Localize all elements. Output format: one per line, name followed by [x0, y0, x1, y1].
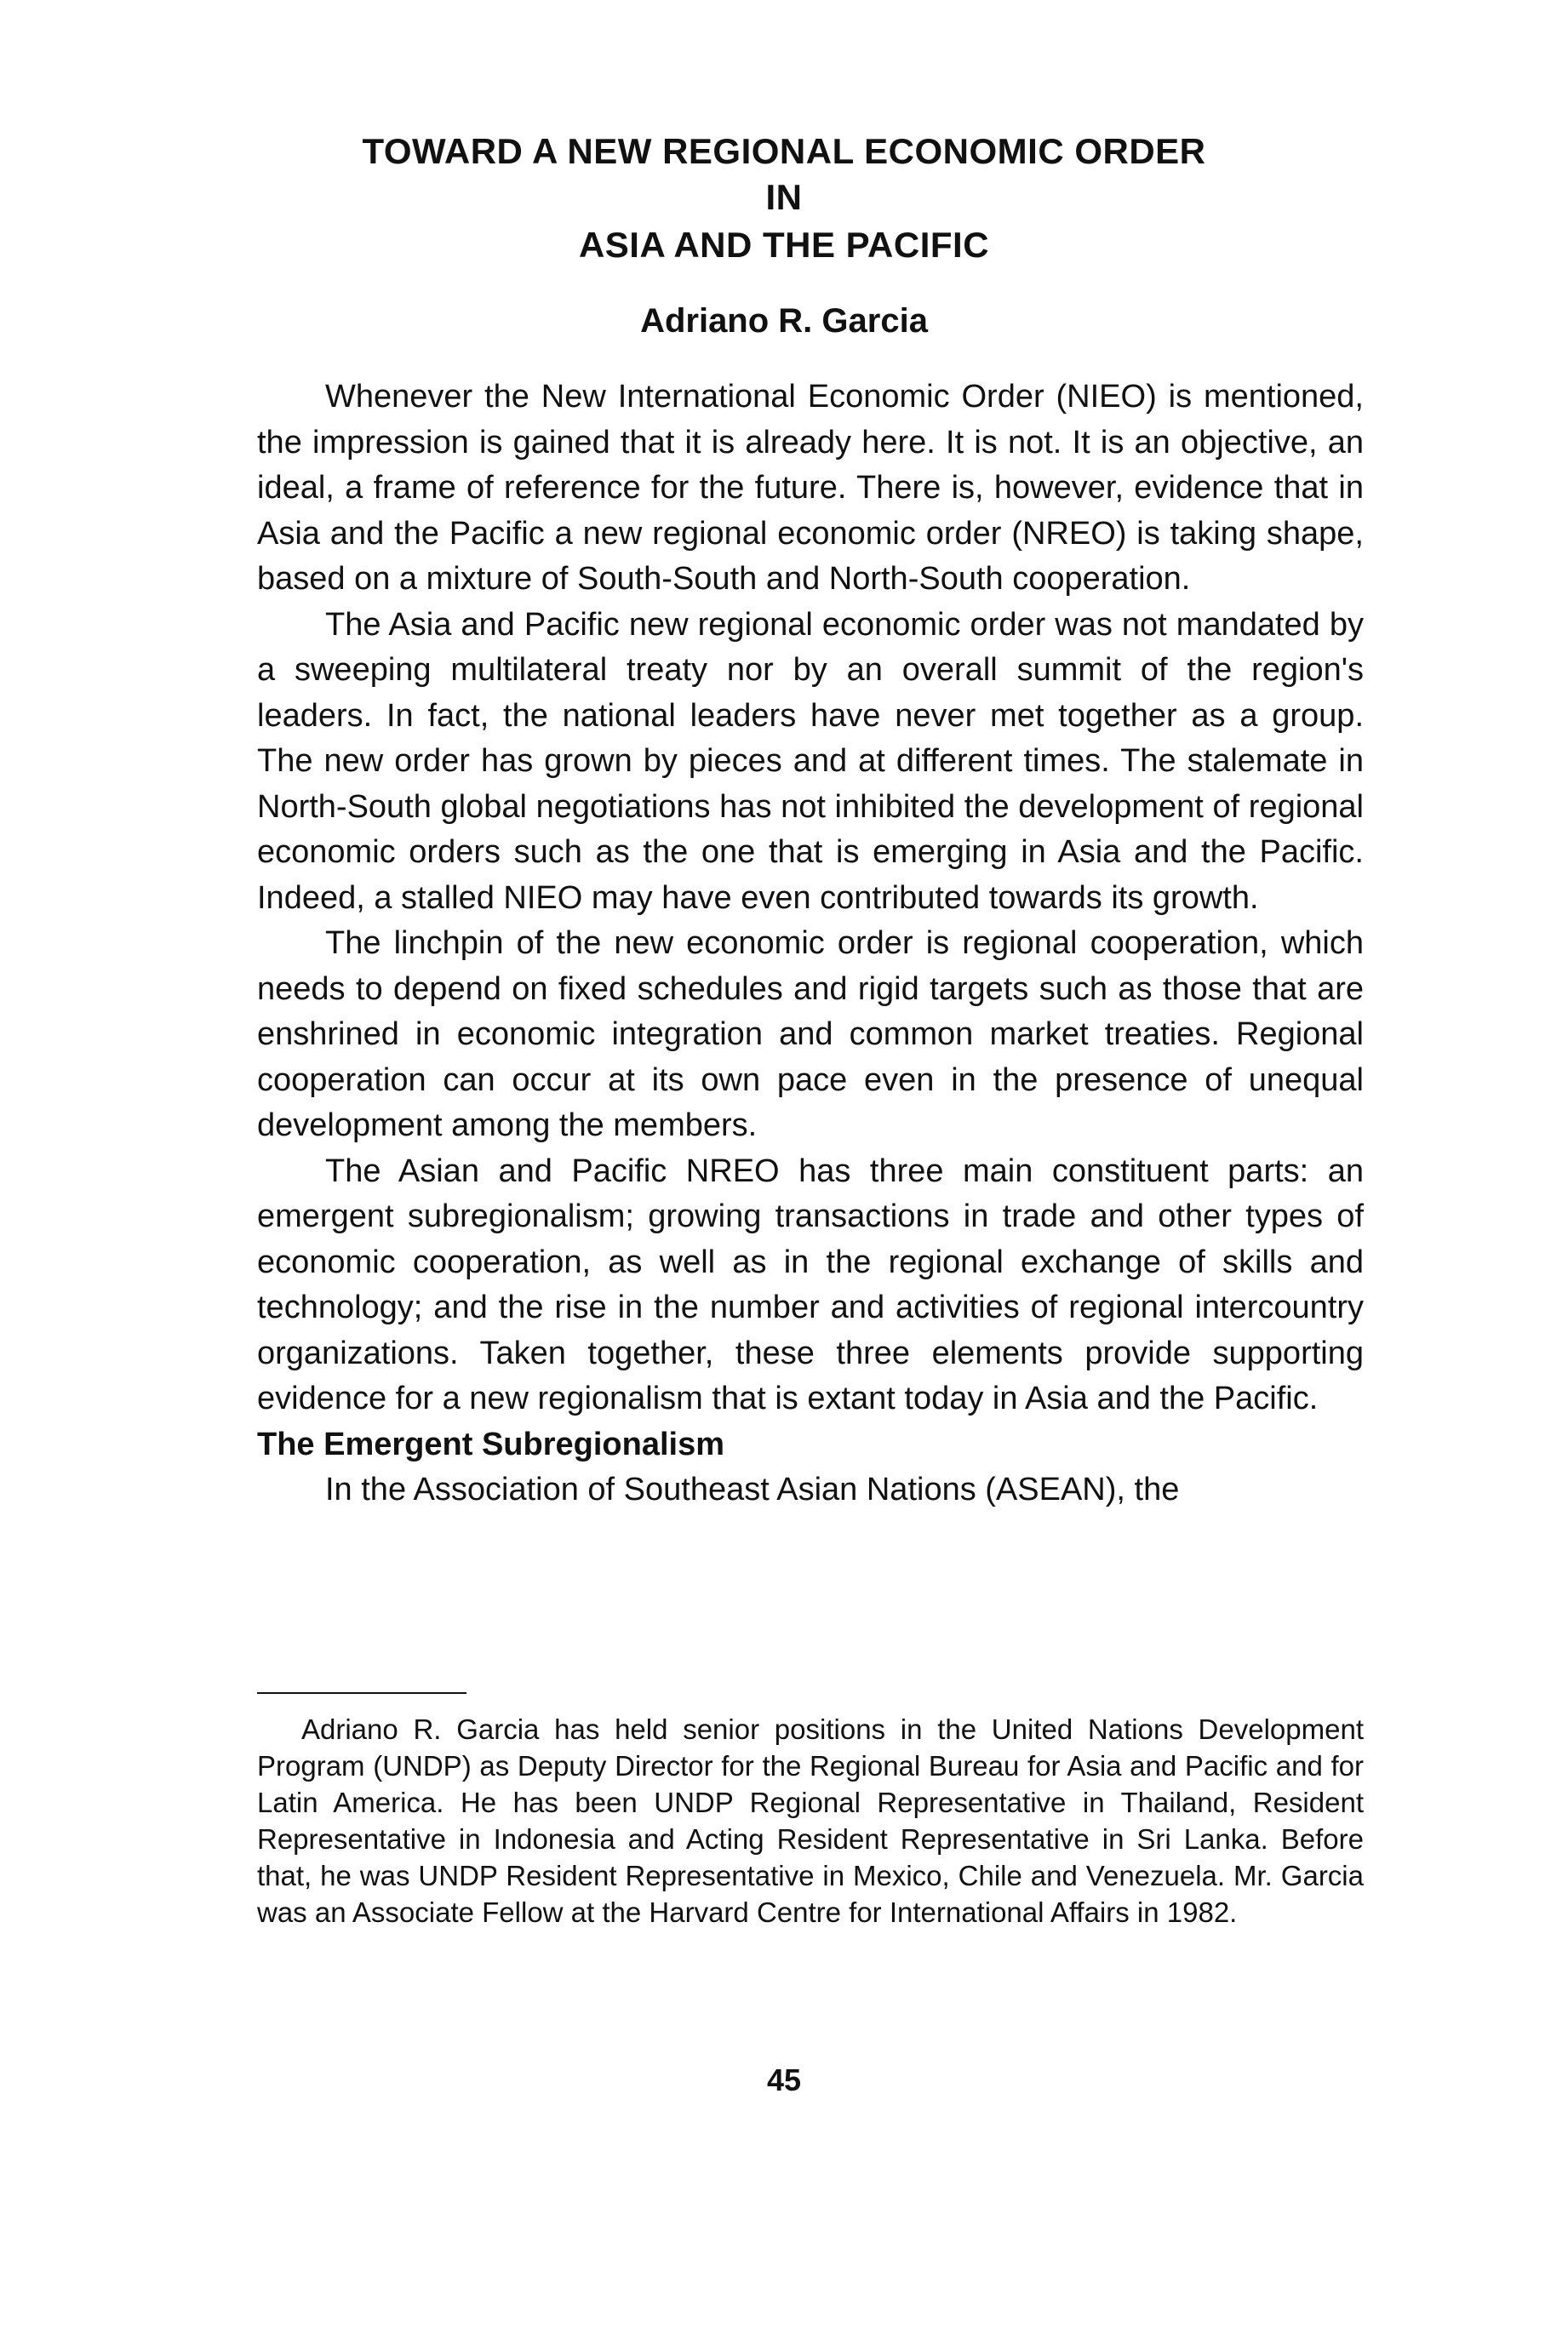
paragraph-3: The linchpin of the new economic order is regional cooperation, which needs to depend on fixed schedules and rigid targets such as those that are enshrined in economic integration and common market treaties. Regional cooperation can occur at its own pace even in the presence of unequal development among the members. — [257, 925, 1364, 1143]
section-first-line: In the Association of Southeast Asian Nations (ASEAN), the — [325, 1472, 1180, 1507]
article-author: Adriano R. Garcia — [640, 302, 928, 340]
article-title-line-3: ASIA AND THE PACIFIC — [578, 225, 990, 265]
page-number: 45 — [766, 2062, 802, 2097]
paragraph-1: Whenever the New International Economic Order (NIEO) is mentioned, the impression is gained that it is already here. It is not. It is an objective, an ideal, a frame of reference for the future. There is, however, evidence that in Asia and the Pacific a new regional economic order (NREO) is taking shape, based on a mixture of South-South and North-South cooperation. — [257, 379, 1364, 597]
article-title-line-1: TOWARD A NEW REGIONAL ECONOMIC ORDER — [362, 131, 1206, 171]
paragraph-2: The Asia and Pacific new regional economic order was not mandated by a sweeping multilateral treaty nor by an overall summit of the region's leaders. In fact, the national leaders have never met together as a group. The new order has grown by pieces and at different times. The stalemate in North-South global negotiations has not inhibited the development of regional economic orders such as the one that is emerging in Asia and the Pacific. Indeed, a stalled NIEO may have even contributed towards its growth. — [257, 606, 1364, 916]
footnote-divider — [257, 1692, 466, 1694]
section-heading: The Emergent Subregionalism — [257, 1426, 724, 1462]
article-body — [257, 375, 1364, 1513]
author-footnote: Adriano R. Garcia has held senior positions in the United Nations Development Program (UNDP) as Deputy Director for the Regional Bureau for Asia and Pacific and for Latin America. He has been UNDP Regional Representative in Thailand, Resident Representative in Indonesia and Acting Resident Representative in Sri Lanka. Before that, he was UNDP Resident Representative in Mexico, Chile and Venezuela. Mr. Garcia was an Associate Fellow at the Harvard Centre for International Affairs in 1982. — [257, 1713, 1364, 1928]
article-title-line-2: IN — [765, 177, 803, 217]
paragraph-4: The Asian and Pacific NREO has three main constituent parts: an emergent subregionalism; growing transactions in trade and other types of economic cooperation, as well as in the regional exchange of skills and technology; and the rise in the number and activities of regional intercountry organizations. Taken together, these three elements provide supporting evidence for a new regionalism that is extant today in Asia and the Pacific. — [257, 1153, 1364, 1416]
